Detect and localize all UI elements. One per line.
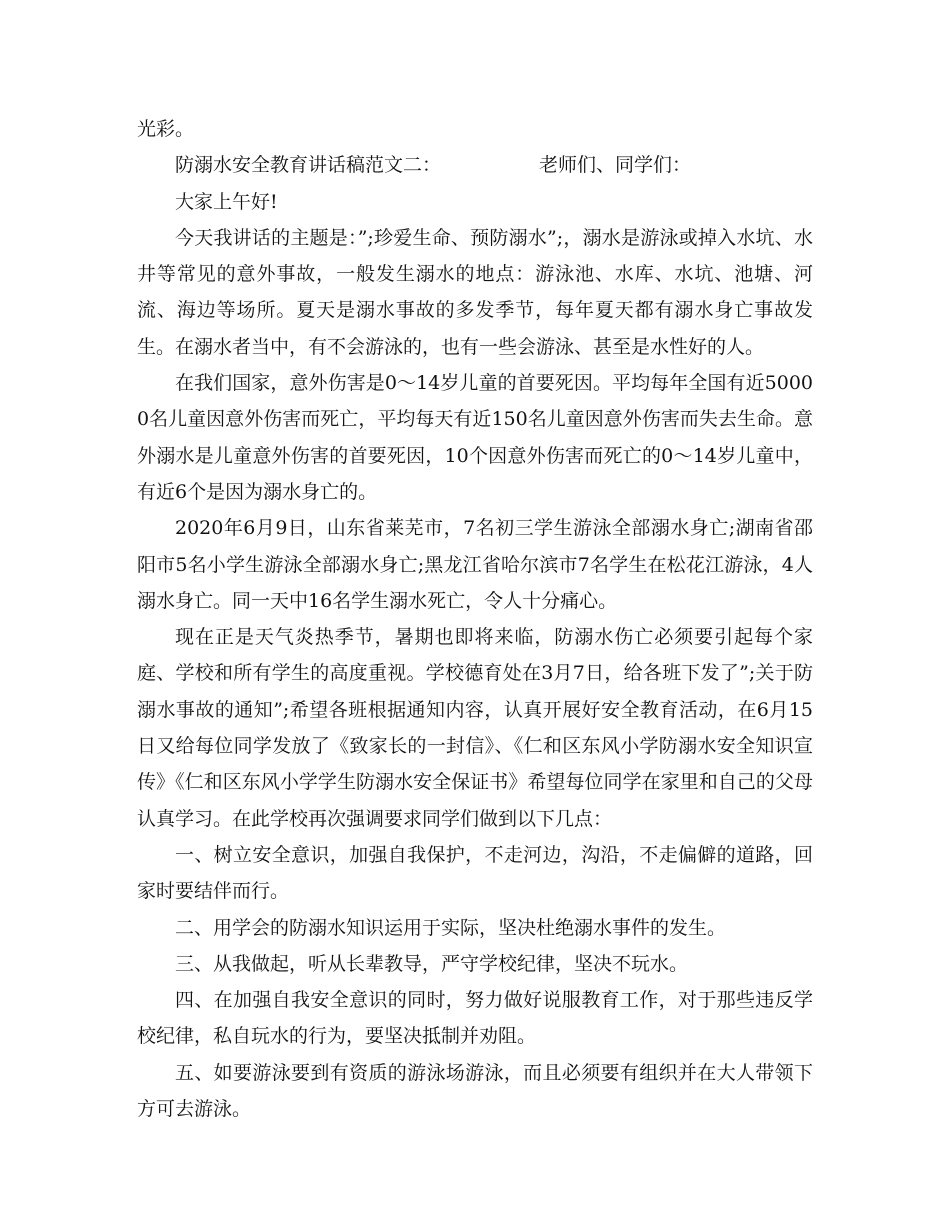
greeting-text: 大家上午好!: [175, 190, 278, 213]
rule-item-2: 二、用学会的防溺水知识运用于实际，坚决杜绝溺水事件的发生。: [175, 916, 727, 939]
rule-item-3: 三、从我做起，听从长辈教导，严守学校纪律，坚决不玩水。: [175, 952, 689, 975]
paragraph-statistics: 在我们国家，意外伤害是0～14岁儿童的首要死因。平均每年全国有近50000名儿童因意外伤害而死亡，平均每天有近150名儿童因意外伤害而失去生命。意外溺水是儿童意外伤害的首要死因，10个因意外伤害而死亡的0～14岁儿童中，有近6个是因为溺水身亡的。: [137, 372, 813, 503]
rule-item-5: 五、如要游泳要到有资质的游泳场游泳，而且必须要有组织并在大人带领下方可去游泳。: [137, 1061, 813, 1121]
paragraph-school-actions: 现在正是天气炎热季节，暑期也即将来临，防溺水伤亡必须要引起每个家庭、学校和所有学生的高度重视。学校德育处在3月7日，给各班下发了”;关于防溺水事故的通知”;希望各班根据通知内容，认真开展好安全教育活动，在6月15日又给每位同学发放了《致家长的一封信》、《仁和区东风小学防溺水安全知识宣传》《仁和区东风小学学生防溺水安全保证书》希望每位同学在家里和自己的父母认真学习。在此学校再次强调要求同学们做到以下几点：: [137, 626, 813, 830]
speech-heading: [137, 147, 813, 183]
rule-item-4: 四、在加强自我安全意识的同时，努力做好说服教育工作，对于那些违反学校纪律，私自玩水的行为，要坚决抵制并劝阻。: [137, 989, 813, 1048]
rule-item-1: 一、树立安全意识，加强自我保护，不走河边，沟沿，不走偏僻的道路，回家时要结伴而行。: [137, 843, 813, 903]
paragraph-incidents: 2020年6月9日，山东省莱芜市，7名初三学生游泳全部溺水身亡;湖南省邵阳市5名小学生游泳全部溺水身亡;黑龙江省哈尔滨市7名学生在松花江游泳，4人溺水身亡。同一天中16名学生溺水死亡，令人十分痛心。: [137, 517, 813, 612]
speech-salutation: 老师们、同学们：: [539, 154, 692, 177]
continuation-text: 光彩。: [137, 118, 195, 140]
speech-title: 防溺水安全教育讲话稿范文二：: [175, 154, 442, 177]
paragraph-topic: 今天我讲话的主题是：”;珍爱生命、预防溺水”;，溺水是游泳或掉入水坑、水井等常见的意外事故，一般发生溺水的地点：游泳池、水库、水坑、池塘、河流、海边等场所。夏天是溺水事故的多发季节，每年夏天都有溺水身亡事故发生。在溺水者当中，有不会游泳的，也有一些会游泳、甚至是水性好的人。: [137, 226, 813, 358]
document-page: [137, 111, 813, 1127]
